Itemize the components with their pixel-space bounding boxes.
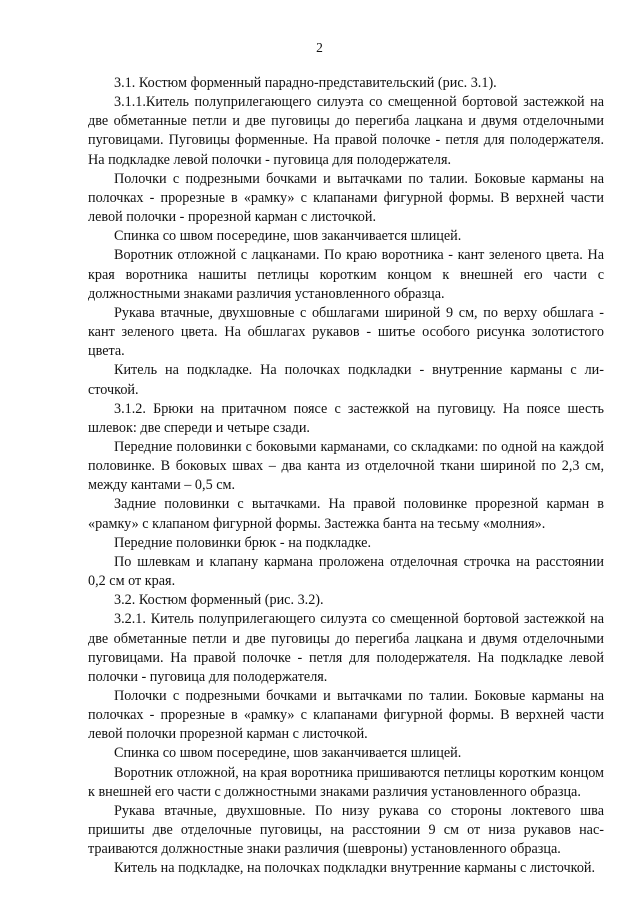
paragraph-3-2-1-jacket: 3.2.1. Китель полуприлегающего силуэта со смещенной бортовой застежкой на две обметанные петли и две пуговицы до перегиба лацкана и двумя отделочными пуговицами. На правой полочке - петля для полодержателя. На подкладке левой полочки - пуговица для полодержателя. bbox=[88, 611, 604, 685]
paragraph-collar: Воротник отложной с лацканами. По краю воротника - кант зеленого цвета. На края воротника нашиты петлицы коротким концом к внешней его части с должностными знаками различия установленного образца. bbox=[88, 247, 604, 302]
paragraph-back: Спинка со швом посередине, шов заканчивается шлицей. bbox=[114, 228, 462, 245]
paragraph-sleeves: Рукава втачные, двухшовные с обшлагами шириной 9 см, по верху обшлага - кант зеленого цвета. На обшлагах рукавов - шитье особого рисунка золотистого цвета. bbox=[88, 304, 604, 360]
paragraph-3-1-2-trousers: 3.1.2. Брюки на притачном поясе с застежкой на пуговицу. На поясе шесть шлевок: две спереди и четыре сзади. bbox=[88, 400, 604, 436]
paragraph-3-2-heading: 3.2. Костюм форменный (рис. 3.2). bbox=[114, 592, 324, 609]
paragraph-front-halves: Передние половинки с боковыми карманами, со складками: по одной на каждой половинке. В боковых швах – два канта из отделочной ткани шириной по 2,3 см, между кантами – 0,5 см. bbox=[88, 438, 604, 494]
paragraph-collar-2: Воротник отложной, на края воротника пришиваются петлицы коротким концом к внешней его части с должностными знаками различия установленного образца. bbox=[88, 764, 604, 800]
paragraph-trousers-lining: Передние половинки брюк - на подкладке. bbox=[114, 534, 372, 551]
paragraph-3-1-1-jacket: 3.1.1.Китель полуприлегающего силуэта со смещенной бортовой застежкой на две обметанные петли и две пуговицы до перегиба лацкана и двумя отделочными пуговицами. Пуговицы форменные. На правой полочке - петля для полодержателя. На подкладке левой полочки - пуговица для полодержателя. bbox=[88, 94, 604, 168]
paragraph-sleeves-2: Рукава втачные, двухшовные. По низу рукава со стороны локтевого шва пришиты две отделочные пуговицы, на расстоянии 9 см от низа рукавов настраиваются должностные знаки различия (шевроны) установленного образца. bbox=[88, 802, 604, 858]
paragraph-front-panels-2: Полочки с подрезными бочками и вытачками по талии. Боковые карманы на полочках - прорезные в «рамку» с клапанами фигурной формы. В верхней части левой полочки прорезной карман с листочкой. bbox=[88, 688, 604, 743]
page-number: 2 bbox=[316, 40, 323, 55]
paragraph-lining: Китель на подкладке. На полочках подкладки - внутренние карманы с листочкой. bbox=[88, 362, 604, 398]
paragraph-stitching: По шлевкам и клапану кармана проложена отделочная строчка на расстоянии 0,2 см от края. bbox=[88, 553, 604, 590]
paragraph-back-2: Спинка со швом посередине, шов заканчивается шлицей. bbox=[114, 745, 462, 762]
paragraph-3-1-heading: 3.1. Костюм форменный парадно-представительский (рис. 3.1). bbox=[114, 75, 497, 91]
paragraph-lining-2: Китель на подкладке, на полочках подкладки внутренние карманы с листочкой. bbox=[114, 860, 596, 877]
paragraph-front-panels: Полочки с подрезными бочками и вытачками по талии. Боковые карманы на полочках - прорезные в «рамку» с клапанами фигурной формы. В верхней части левой полочки - прорезной карман с листочкой. bbox=[88, 170, 604, 226]
document-body bbox=[88, 74, 604, 879]
paragraph-back-halves: Задние половинки с вытачками. На правой половинке прорезной карман в «рамку» с клапаном фигурной формы. Застежка банта на тесьму «молния». bbox=[88, 496, 604, 532]
